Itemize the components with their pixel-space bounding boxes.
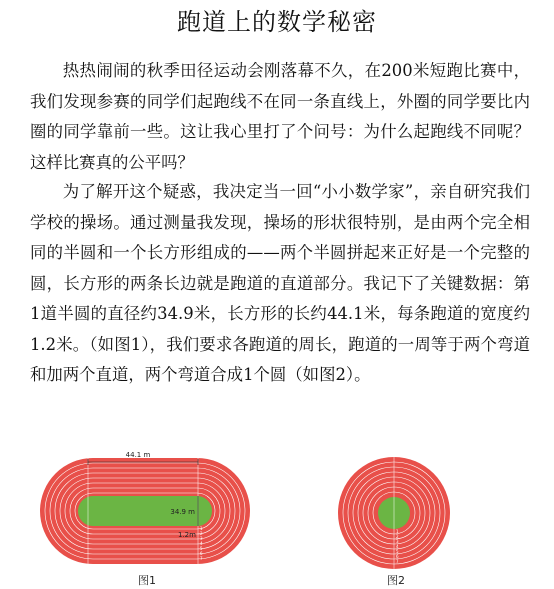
lane-number: 4 — [396, 544, 399, 549]
figure-2-circle-diagram — [336, 455, 452, 571]
length-label: 44.1 m — [125, 451, 151, 459]
lane-number: 5 — [200, 546, 203, 551]
lane-number: 1 — [396, 529, 399, 534]
lane-number: 2 — [200, 531, 203, 536]
lane-number: 3 — [200, 536, 203, 541]
diameter-label: 34.9 m — [170, 508, 195, 516]
lane-number: 2 — [396, 534, 399, 539]
paragraph-1 — [30, 56, 530, 178]
page-title: 跑道上的数学秘密 — [177, 8, 377, 36]
lane-number: 3 — [396, 539, 399, 544]
lane-number: 6 — [396, 554, 399, 559]
lane-number: 6 — [200, 551, 203, 556]
lane-number: 7 — [396, 559, 399, 564]
figure-1-caption: 图1 — [138, 574, 156, 587]
figure-1-track-diagram — [38, 448, 252, 568]
figure-2-caption: 图2 — [387, 574, 405, 587]
lane-number: 4 — [200, 541, 203, 546]
lane-number: 1 — [200, 526, 203, 531]
lane-number: 5 — [396, 549, 399, 554]
paragraph-text: 为了解开这个疑惑，我决定当一回“小小数学家”，亲自研究我们学校的操场。通过测量我发现，操场的形状很特别，是由两个完全相同的半圆和一个长方形组成的——两个半圆拼起来正好是一个完整的圆，长方形的两条长边就是跑道的直道部分。我记下了关键数据：第1道半圆的直径约34.9米，长方形的长约44.1米，每条跑道的宽度约1.2米。（如图1），我们要求各跑道的周长，跑道的一周等于两个弯道和加两个直道，两个弯道合成1个圆（如图2）。 — [30, 182, 530, 384]
paragraph-text: 热热闹闹的秋季田径运动会刚落幕不久，在200米短跑比赛中，我们发现参赛的同学们起跑线不在同一条直线上，外圈的同学要比内圈的同学靠前一些。这让我心里打了个问号：为什么起跑线不同呢？这样比赛真的公平吗？ — [30, 61, 530, 172]
lane-number: 7 — [200, 556, 203, 561]
paragraph-2 — [30, 177, 530, 391]
lane-width-label: 1.2m — [178, 531, 196, 539]
